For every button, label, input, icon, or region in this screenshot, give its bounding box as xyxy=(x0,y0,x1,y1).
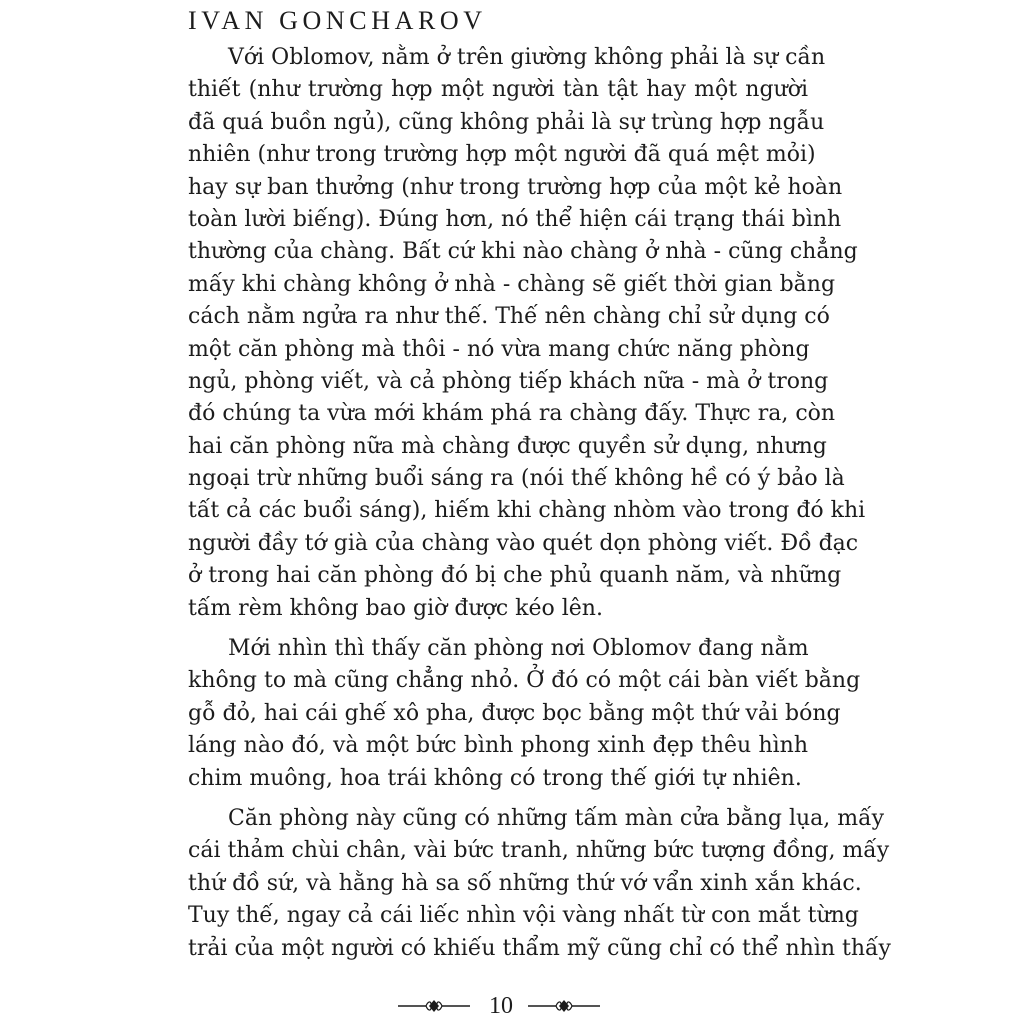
text-line: gỗ đỏ, hai cái ghế xô pha, được bọc bằng một thứ vải bóng xyxy=(188,700,841,726)
text-line: đó chúng ta vừa mới khám phá ra chàng đấy. Thực ra, còn xyxy=(188,401,836,427)
paragraph xyxy=(188,803,891,965)
text-line: Căn phòng này cũng có những tấm màn cửa bằng lụa, mấy xyxy=(228,805,885,831)
paragraph xyxy=(188,42,866,625)
page-number: 10 xyxy=(489,993,513,1019)
running-header: IVAN GONCHAROV xyxy=(188,6,487,35)
flourish-ornament-icon xyxy=(528,990,600,1022)
text-line: hai căn phòng nữa mà chàng được quyền sử dụng, nhưng xyxy=(188,433,827,459)
text-line: trải của một người có khiếu thẩm mỹ cũng chỉ có thể nhìn thấy xyxy=(188,935,891,961)
text-line: láng nào đó, và một bức bình phong xinh đẹp thêu hình xyxy=(188,733,808,759)
text-line: Tuy thế, ngay cả cái liếc nhìn vội vàng nhất từ con mắt từng xyxy=(188,903,859,929)
text-line: Mới nhìn thì thấy căn phòng nơi Oblomov đang nằm xyxy=(228,636,809,662)
text-line: tấm rèm không bao giờ được kéo lên. xyxy=(188,595,603,621)
text-line: chim muông, hoa trái không có trong thế giới tự nhiên. xyxy=(188,765,802,791)
text-line: thiết (như trường hợp một người tàn tật hay một người xyxy=(188,77,808,103)
text-line: cái thảm chùi chân, vài bức tranh, những bức tượng đồng, mấy xyxy=(188,838,890,864)
text-line: mấy khi chàng không ở nhà - chàng sẽ giết thời gian bằng xyxy=(188,271,836,297)
paragraph xyxy=(188,633,861,795)
flourish-ornament-icon xyxy=(398,990,470,1022)
text-line: thường của chàng. Bất cứ khi nào chàng ở nhà - cũng chẳng xyxy=(188,239,858,265)
text-line: ngoại trừ những buổi sáng ra (nói thế không hề có ý bảo là xyxy=(188,466,845,492)
text-line: toàn lười biếng). Đúng hơn, nó thể hiện cái trạng thái bình xyxy=(188,206,842,232)
text-line: ở trong hai căn phòng đó bị che phủ quanh năm, và những xyxy=(188,563,842,589)
text-line: không to mà cũng chẳng nhỏ. Ở đó có một cái bàn viết bằng xyxy=(188,668,861,694)
text-line: Với Oblomov, nằm ở trên giường không phải là sự cần xyxy=(228,45,826,70)
text-line: hay sự ban thưởng (như trong trường hợp của một kẻ hoàn xyxy=(188,174,843,200)
page-footer xyxy=(0,990,1024,1024)
text-line: tất cả các buổi sáng), hiếm khi chàng nhòm vào trong đó khi xyxy=(188,498,866,524)
text-line: người đầy tớ già của chàng vào quét dọn phòng viết. Đồ đạc xyxy=(188,530,859,556)
text-line: một căn phòng mà thôi - nó vừa mang chức năng phòng xyxy=(188,336,810,362)
text-line: đã quá buồn ngủ), cũng không phải là sự trùng hợp ngẫu xyxy=(188,109,825,135)
text-line: cách nằm ngửa ra như thế. Thế nên chàng chỉ sử dụng có xyxy=(188,304,830,330)
text-line: nhiên (như trong trường hợp một người đã quá mệt mỏi) xyxy=(188,142,816,168)
body-text xyxy=(188,42,891,973)
text-line: thứ đồ sứ, và hằng hà sa số những thứ vớ vẩn xinh xắn khác. xyxy=(188,870,862,896)
text-line: ngủ, phòng viết, và cả phòng tiếp khách nữa - mà ở trong xyxy=(188,368,829,394)
